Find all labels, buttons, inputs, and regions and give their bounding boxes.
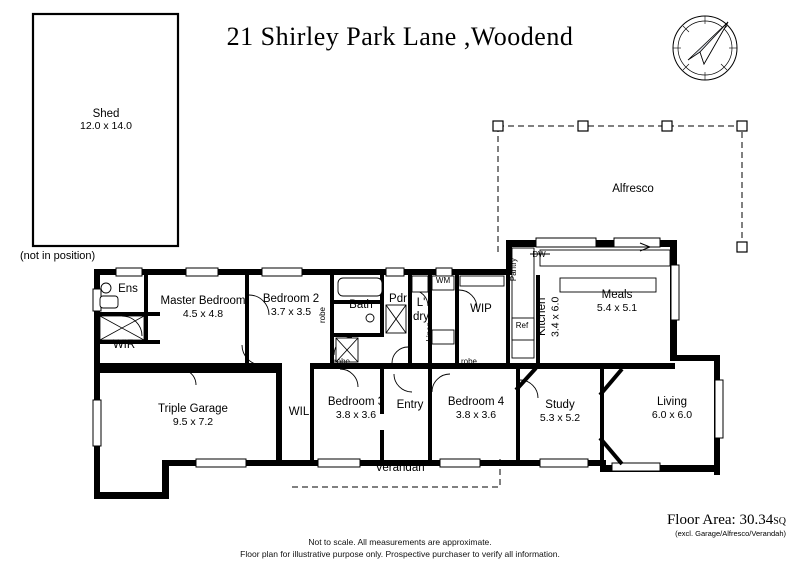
shed-label xyxy=(46,108,166,132)
disclaimer-line-1: Not to scale. All measurements are approximate. xyxy=(308,537,492,547)
room-label-meals: Meals 5.4 x 5.1 xyxy=(596,289,638,315)
room-label-bedroom-2: Bedroom 2 3.7 x 3.5 xyxy=(262,293,320,319)
robe-label-bed3: robe xyxy=(333,357,350,366)
room-label-alfresco: Alfresco xyxy=(612,183,654,195)
disclaimer-line-2: Floor plan for illustrative purpose only. Prospective purchaser to verify all information. xyxy=(240,549,560,560)
room-label-entry: Entry xyxy=(396,399,424,411)
wir-detail xyxy=(100,316,144,340)
room-label-master-bedroom: Master Bedroom 4.5 x 4.8 xyxy=(160,295,246,321)
room-label-ens: Ens xyxy=(118,283,138,295)
linen-label: Linen xyxy=(424,322,434,342)
floor-area-note: (excl. Garage/Alfresco/Verandah) xyxy=(675,529,786,538)
room-label-living: Living 6.0 x 6.0 xyxy=(651,396,693,422)
floor-area-value: Floor Area: 30.34SQ xyxy=(666,512,786,528)
page-title: 21 Shirley Park Lane ,Woodend xyxy=(226,22,574,51)
room-label-study: Study 5.3 x 5.2 xyxy=(539,399,581,425)
wm-label: WM xyxy=(435,276,451,285)
shed-dims: 12.0 x 14.0 xyxy=(80,120,132,132)
dw-label: DW xyxy=(532,250,546,259)
room-label-wil: WIL xyxy=(288,406,310,418)
shed-note: (not in position) xyxy=(20,250,96,262)
robe-label-bed4: robe xyxy=(460,357,477,366)
shed-name: Shed xyxy=(92,108,120,120)
room-label-bath: Bath xyxy=(349,299,373,311)
room-label-triple-garage: Triple Garage 9.5 x 7.2 xyxy=(158,403,228,429)
room-label-bedroom-4: Bedroom 4 3.8 x 3.6 xyxy=(447,396,505,422)
floor-area-unit: SQ xyxy=(773,516,786,527)
disclaimer xyxy=(0,536,800,561)
ref-label: Ref xyxy=(515,321,529,330)
room-label-kitchen: Kitchen 3.4 x 6.0 xyxy=(536,296,562,338)
room-label-ldry: L' dry xyxy=(413,297,429,324)
room-label-wir: WIR xyxy=(112,339,136,351)
compass-rose xyxy=(673,16,737,80)
pantry-label: Pantry xyxy=(508,258,518,282)
garage-door xyxy=(100,369,276,373)
robe-label-bed2: robe xyxy=(317,307,327,324)
room-label-pdr: Pdr xyxy=(389,293,407,305)
room-label-verandah: Verandah xyxy=(375,462,425,474)
room-label-bedroom-3: Bedroom 3 3.8 x 3.6 xyxy=(327,396,385,422)
floor-area xyxy=(667,512,786,538)
room-label-wip: WIP xyxy=(470,303,492,315)
